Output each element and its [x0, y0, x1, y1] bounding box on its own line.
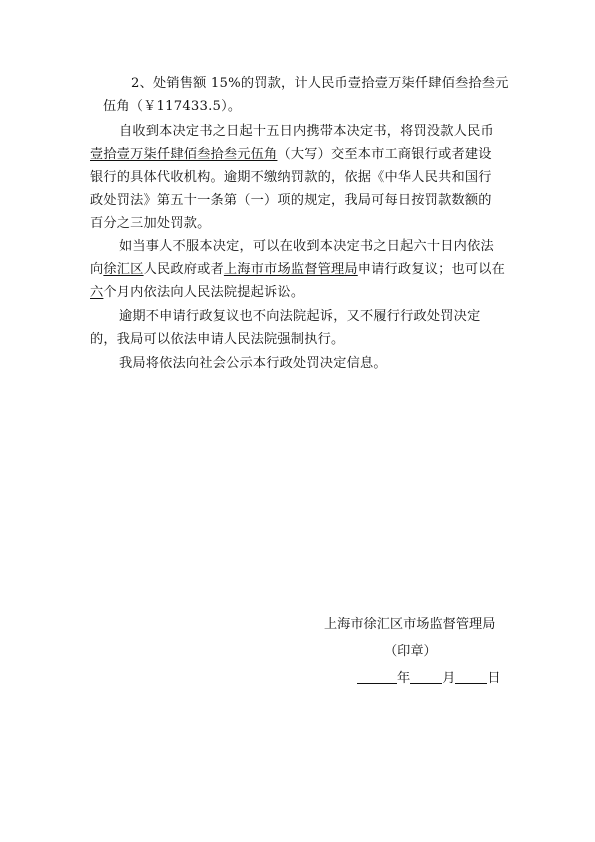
issuing-authority: 上海市徐汇区市场监督管理局 — [324, 617, 496, 632]
district-government: 徐汇区 — [103, 262, 144, 277]
para-3-line-1: 如当事人不服本决定，可以在收到本决定书之日起六十日内依法 — [119, 239, 494, 254]
amount-in-words: 壹拾壹万柒仟肆佰叁拾叁元伍角 — [90, 147, 278, 162]
para-2-line-2-rest: （大写）交至本市工商银行或者建设 — [277, 147, 492, 162]
para-3-line-2-a: 向 — [90, 262, 104, 277]
para-3-line-2 — [90, 261, 505, 279]
year-blank — [357, 669, 397, 684]
month-blank — [410, 669, 442, 684]
year-label: 年 — [397, 671, 411, 686]
para-3-line-3-rest: 个月内依法向人民法院提起诉讼。 — [103, 285, 305, 300]
para-3-line-2-c: 申请行政复议；也可以在 — [357, 262, 506, 277]
para-2-line-5: 百分之三加处罚款。 — [90, 216, 211, 231]
seal-placeholder: （印章） — [384, 644, 437, 659]
para-4-line-2: 的，我局可以依法申请人民法院强制执行。 — [90, 332, 345, 347]
para-3-line-3 — [90, 284, 304, 302]
para-4-line-1: 逾期不申请行政复议也不向法院起诉，又不履行行政处罚决定 — [119, 309, 481, 324]
day-label: 日 — [487, 671, 501, 686]
para-1-line-1: 2、处销售额 15%的罚款，计人民币壹拾壹万柒仟肆佰叁拾叁元 — [131, 76, 509, 91]
para-5-line-1: 我局将依法向社会公示本行政处罚决定信息。 — [119, 356, 387, 371]
para-1-line-2: 伍角（￥117433.5）。 — [103, 99, 242, 114]
para-2-line-1: 自收到本决定书之日起十五日内携带本决定书，将罚没款人民币 — [119, 124, 494, 139]
months-count: 六 — [90, 285, 104, 300]
day-blank — [455, 669, 487, 684]
date-line — [357, 669, 501, 688]
para-2-line-2 — [90, 146, 492, 164]
para-2-line-3: 银行的具体代收机构。逾期不缴纳罚款的，依据《中华人民共和国行 — [90, 170, 492, 185]
month-label: 月 — [442, 671, 456, 686]
market-supervision-bureau: 上海市市场监督管理局 — [223, 262, 358, 277]
para-2-line-4: 政处罚法》第五十一条第（一）项的规定，我局可每日按罚款数额的 — [90, 193, 492, 208]
para-3-line-2-b: 人民政府或者 — [143, 262, 224, 277]
